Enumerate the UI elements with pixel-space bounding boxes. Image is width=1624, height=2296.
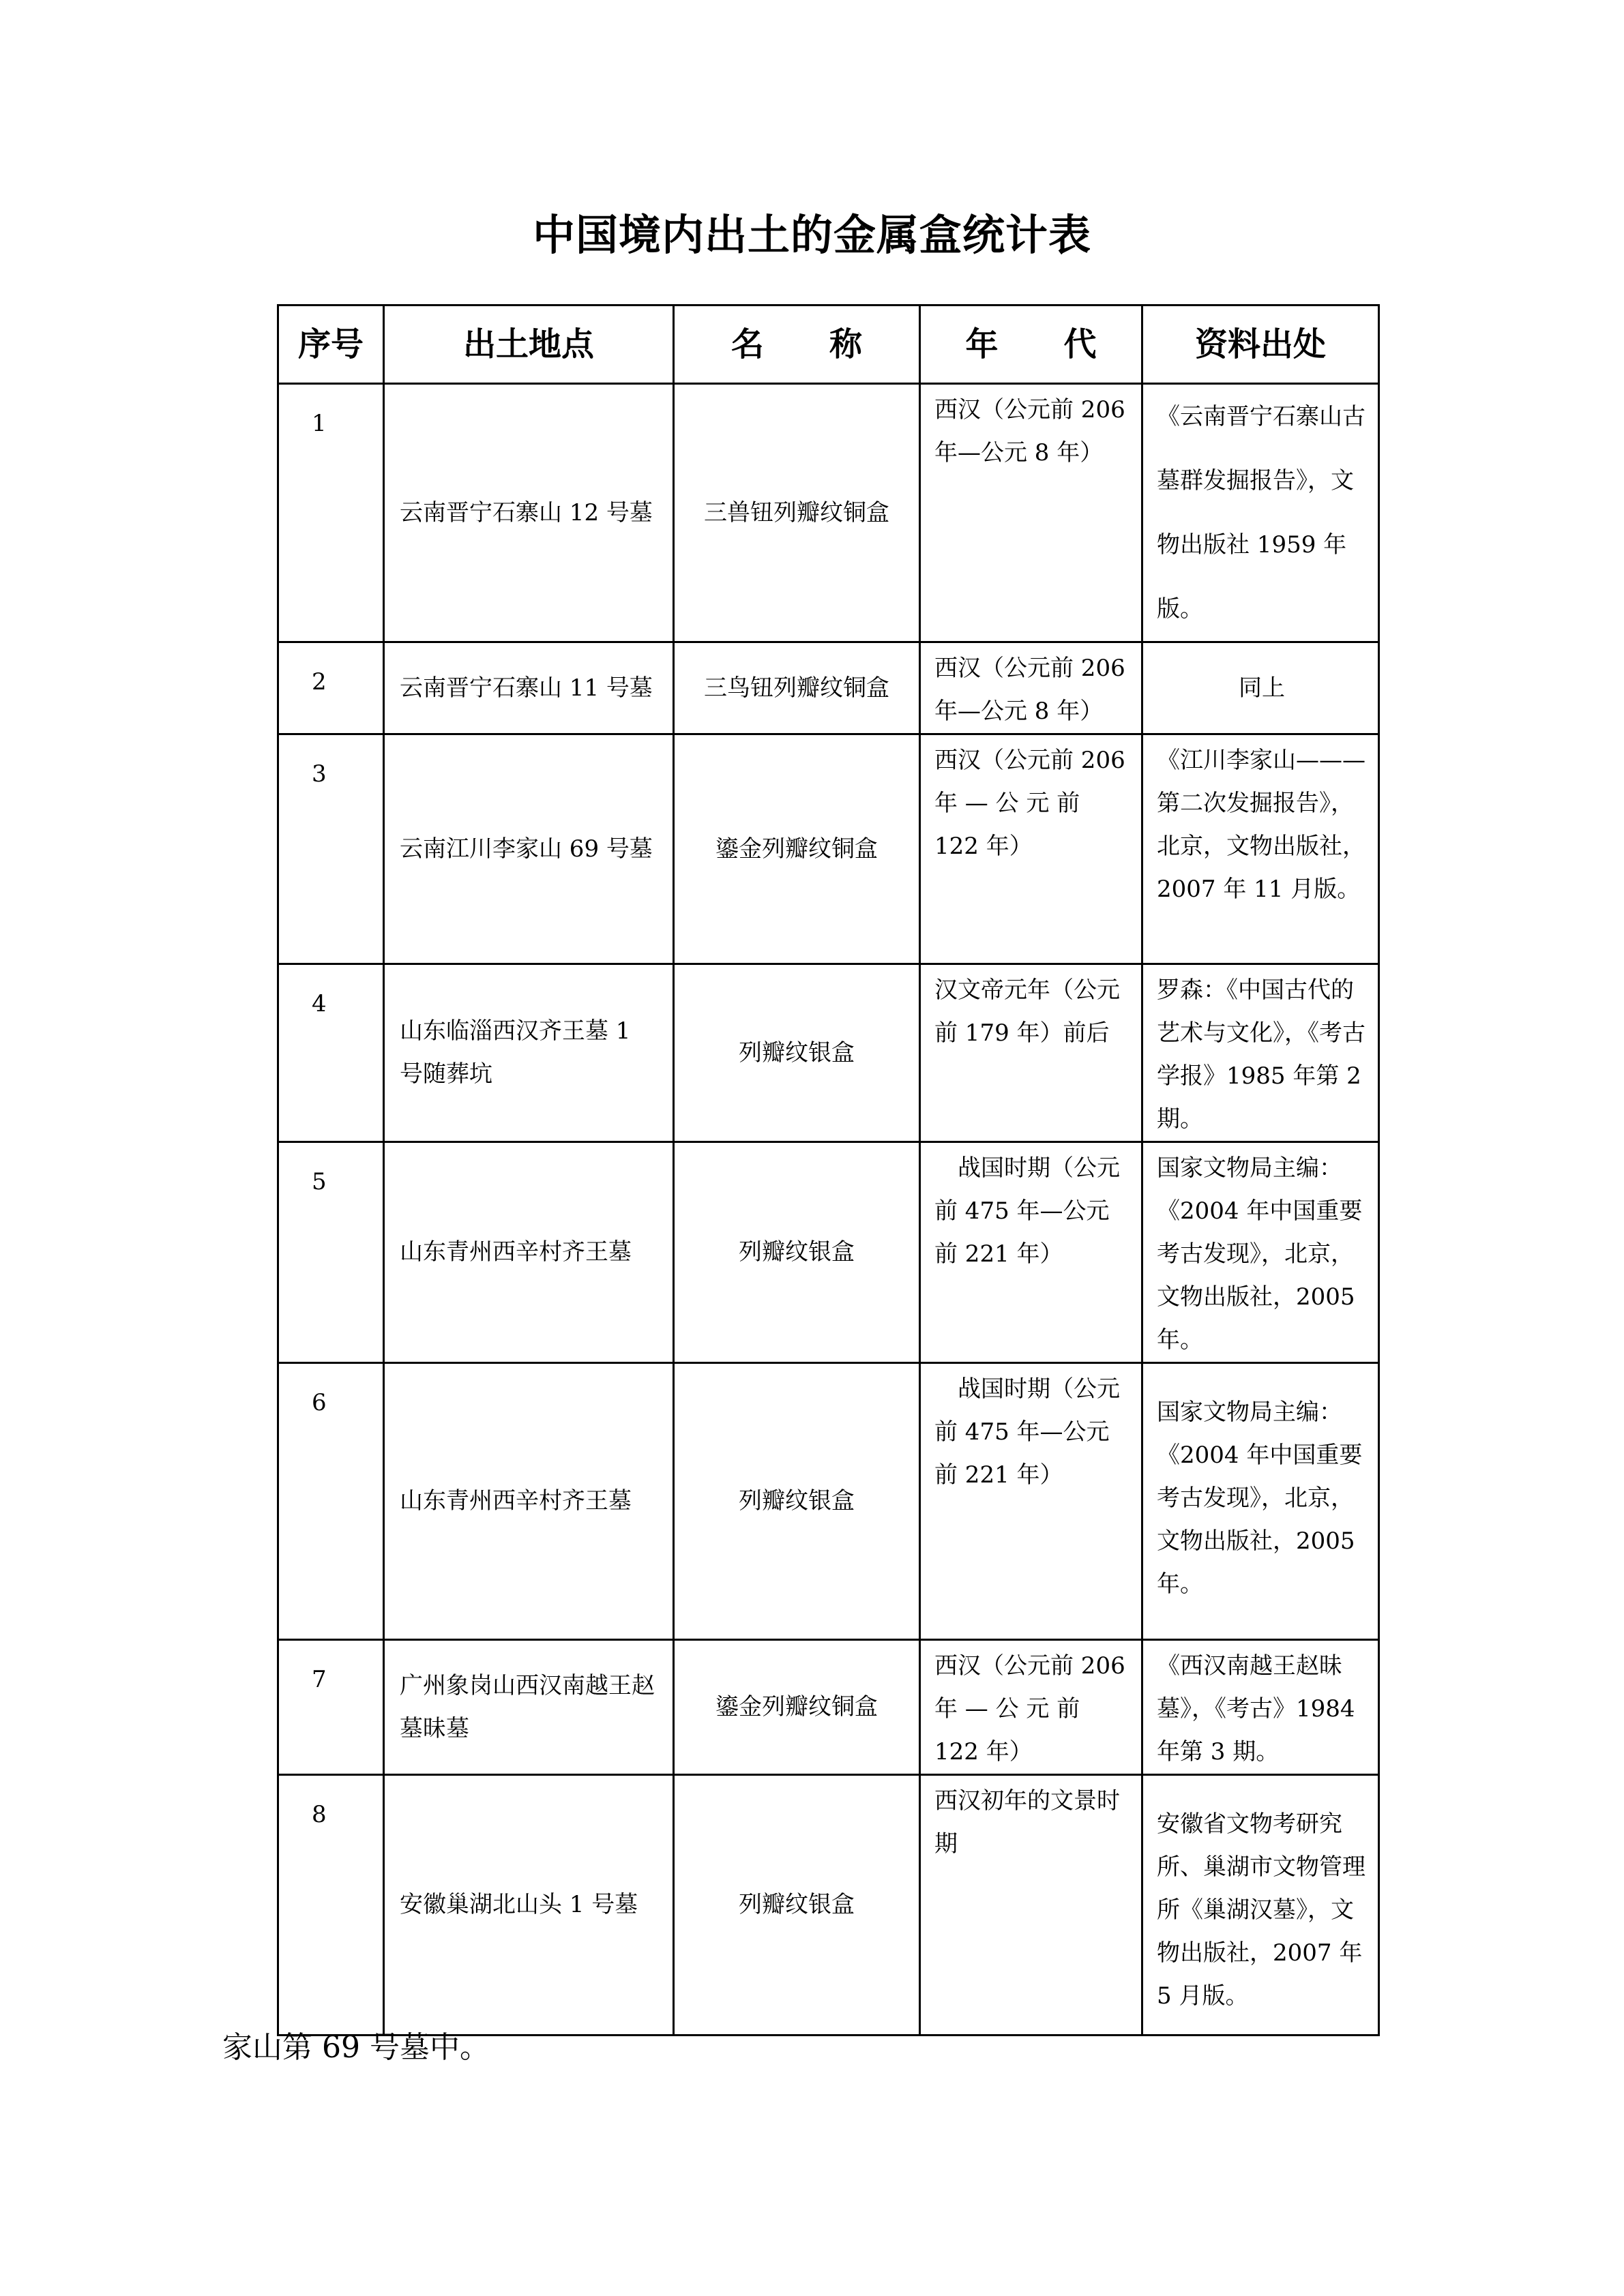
- cell-source: 罗森：《中国古代的艺术与文化》，《考古学报》1985 年第 2 期。: [1142, 964, 1379, 1142]
- table-row: [278, 1142, 1379, 1363]
- cell-place: 云南晋宁石寨山 11 号墓: [384, 642, 674, 734]
- cell-era: 西汉（公元前 206 年 — 公 元 前 122 年）: [920, 734, 1142, 964]
- cell-no: 6: [278, 1363, 384, 1640]
- cell-era: 西汉（公元前 206 年—公元 8 年）: [920, 642, 1142, 734]
- cell-place: 安徽巢湖北山头 1 号墓: [384, 1775, 674, 2036]
- cell-era: 战国时期（公元前 475 年—公元前 221 年）: [920, 1363, 1142, 1640]
- cell-name: 列瓣纹银盒: [674, 1142, 920, 1363]
- cell-source: 国家文物局主编：《2004 年中国重要考古发现》，北京，文物出版社，2005 年。: [1142, 1363, 1379, 1640]
- cell-era: 战国时期（公元前 475 年—公元前 221 年）: [920, 1142, 1142, 1363]
- table-header-row: [278, 305, 1379, 384]
- cell-era: 西汉（公元前 206 年—公元 8 年）: [920, 384, 1142, 642]
- cell-source: 安徽省文物考研究所、巢湖市文物管理所《巢湖汉墓》，文物出版社，2007 年 5 月版。: [1142, 1775, 1379, 2036]
- table-row: [278, 1775, 1379, 2036]
- cell-place: 云南晋宁石寨山 12 号墓: [384, 384, 674, 642]
- cell-no: 5: [278, 1142, 384, 1363]
- cell-source: 国家文物局主编：《2004 年中国重要考古发现》，北京，文物出版社，2005 年。: [1142, 1142, 1379, 1363]
- cell-place: 山东青州西辛村齐王墓: [384, 1363, 674, 1640]
- cell-era: 西汉（公元前 206 年 — 公 元 前 122 年）: [920, 1640, 1142, 1775]
- cell-era: 汉文帝元年（公元前 179 年）前后: [920, 964, 1142, 1142]
- cell-no: 3: [278, 734, 384, 964]
- cell-name: 鎏金列瓣纹铜盒: [674, 1640, 920, 1775]
- cell-name: 鎏金列瓣纹铜盒: [674, 734, 920, 964]
- table-row: [278, 734, 1379, 964]
- cell-place: 山东青州西辛村齐王墓: [384, 1142, 674, 1363]
- cell-no: 8: [278, 1775, 384, 2036]
- header-no: 序号: [278, 305, 384, 384]
- cell-name: 三鸟钮列瓣纹铜盒: [674, 642, 920, 734]
- table-row: [278, 1363, 1379, 1640]
- cell-name: 列瓣纹银盒: [674, 1363, 920, 1640]
- cell-place: 广州象岗山西汉南越王赵墓昧墓: [384, 1640, 674, 1775]
- table-row: [278, 964, 1379, 1142]
- table-row: [278, 1640, 1379, 1775]
- trailing-paragraph: 家山第 69 号墓中。: [222, 2030, 490, 2065]
- statistics-table: [277, 304, 1380, 2036]
- cell-no: 2: [278, 642, 384, 734]
- cell-no: 7: [278, 1640, 384, 1775]
- table-row: [278, 384, 1379, 642]
- cell-source: 《云南晋宁石寨山古墓群发掘报告》，文物出版社 1959 年版。: [1142, 384, 1379, 642]
- cell-name: 列瓣纹银盒: [674, 964, 920, 1142]
- table-row: [278, 642, 1379, 734]
- cell-era: 西汉初年的文景时期: [920, 1775, 1142, 2036]
- header-name: 名 称: [674, 305, 920, 384]
- header-era: 年 代: [920, 305, 1142, 384]
- cell-name: 列瓣纹银盒: [674, 1775, 920, 2036]
- cell-name: 三兽钮列瓣纹铜盒: [674, 384, 920, 642]
- page-title: 中国境内出土的金属盒统计表: [532, 210, 1091, 260]
- cell-no: 4: [278, 964, 384, 1142]
- cell-no: 1: [278, 384, 384, 642]
- cell-place: 云南江川李家山 69 号墓: [384, 734, 674, 964]
- header-place: 出土地点: [384, 305, 674, 384]
- cell-source: 同上: [1142, 642, 1379, 734]
- header-source: 资料出处: [1142, 305, 1379, 384]
- cell-place: 山东临淄西汉齐王墓 1 号随葬坑: [384, 964, 674, 1142]
- cell-source: 《西汉南越王赵昧墓》，《考古》1984 年第 3 期。: [1142, 1640, 1379, 1775]
- cell-source: 《江川李家山———第二次发掘报告》，北京，文物出版社，2007 年 11 月版。: [1142, 734, 1379, 964]
